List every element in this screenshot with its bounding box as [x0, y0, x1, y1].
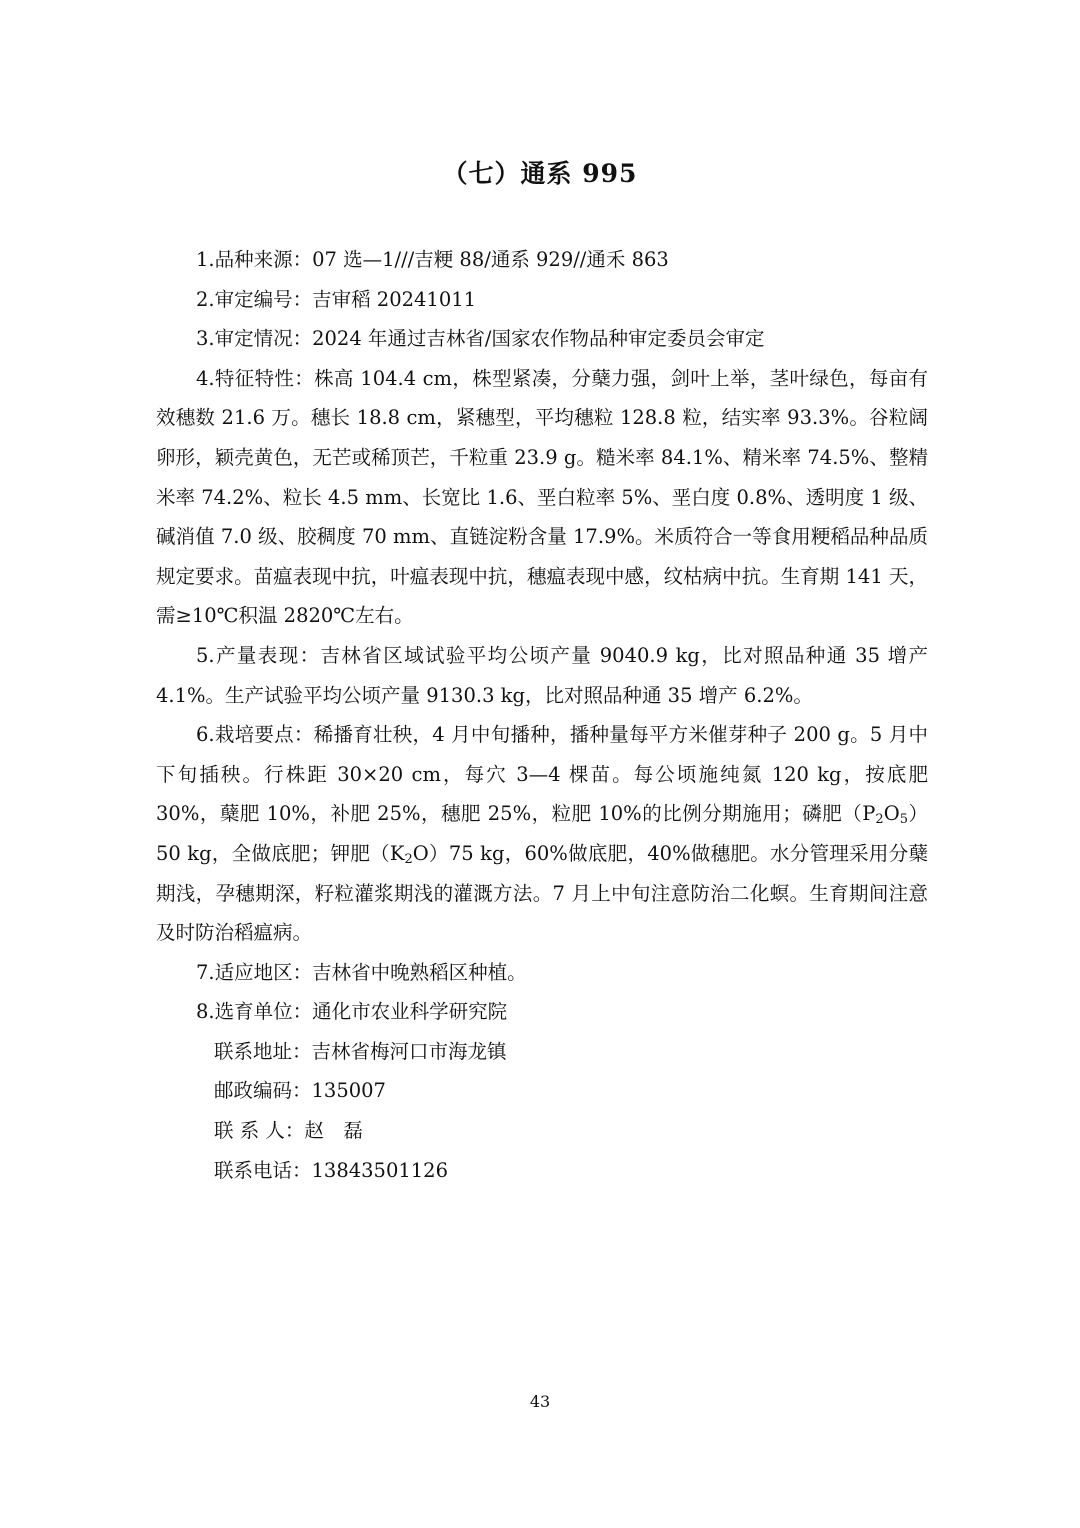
- contact-person: 联 系 人：赵 磊: [214, 1119, 363, 1143]
- cultivation-text-1: 6.栽培要点：稀播育壮秧，4 月中旬播种，播种量每平方米催芽种子 200 g。5 月中下旬插秧。行株距 30×20 cm，每穴 3—4 棵苗。每公顷施纯氮 120 kg，按底肥 30%，蘖肥 10%，补肥 25%，穗肥 25%，粒肥 10%的比例分期施用；磷肥（P: [156, 723, 928, 826]
- page-title: （七）通系 995: [442, 159, 638, 188]
- item-characteristics: 4.特征特性：株高 104.4 cm，株型紧凑，分蘖力强，剑叶上举，茎叶绿色，每亩有效穗数 21.6 万。穗长 18.8 cm，紧穗型，平均穗粒 128.8 粒，结实率 93.3%。谷粒阔卵形，颖壳黄色，无芒或稀顶芒，千粒重 23.9 g。糙米率 84.1%、精米率 74.5%、整精米率 74.2%、粒长 4.5 mm、长宽比 1.6、垩白粒率 5%、垩白度 0.8%、透明度 1 级、碱消值 7.0 级、胶稠度 70 mm、直链淀粉含量 17.9%。米质符合一等食用粳稻品种品质规定要求。苗瘟表现中抗，叶瘟表现中抗，穗瘟表现中感，纹枯病中抗。生育期 141 天，需≥10℃积温 2820℃左右。: [156, 366, 928, 628]
- contact-address: 联系地址：吉林省梅河口市海龙镇: [214, 1039, 507, 1063]
- page-number: 43: [529, 1392, 551, 1411]
- item-source: 1.品种来源：07 选—1///吉粳 88/通系 929//通禾 863: [196, 248, 669, 271]
- item-approval-status: 3.审定情况：2024 年通过吉林省/国家农作物品种审定委员会审定: [196, 327, 765, 351]
- cultivation-text-2: O: [883, 802, 900, 826]
- cultivation-subscript-1: 2: [875, 812, 884, 828]
- contact-phone: 联系电话：13843501126: [214, 1158, 448, 1182]
- cultivation-subscript-3: 2: [404, 851, 413, 867]
- item-yield: 5.产量表现：吉林省区域试验平均公顷产量 9040.9 kg，比对照品种通 35 增产 4.1%。生产试验平均公顷产量 9130.3 kg，比对照品种通 35 增产 6.2%。: [156, 643, 928, 707]
- item-approval-number: 2.审定编号：吉审稻 20241011: [196, 287, 477, 311]
- item-cultivation: [156, 715, 928, 953]
- item-breeder: 8.选育单位：通化市农业科学研究院: [196, 1000, 508, 1024]
- cultivation-text-3: ）50 kg，全做底肥；钾肥（K: [156, 802, 928, 865]
- item-region: 7.适应地区：吉林省中晚熟稻区种植。: [196, 960, 527, 984]
- cultivation-subscript-2: 5: [899, 812, 908, 828]
- contact-postcode: 邮政编码：135007: [214, 1079, 386, 1103]
- document-body: [156, 240, 928, 1190]
- cultivation-text-4: O）75 kg，60%做底肥，40%做穗肥。水分管理采用分蘖期浅，孕穗期深，籽粒灌浆期浅的灌溉方法。7 月上中旬注意防治二化螟。生育期间注意及时防治稻瘟病。: [156, 841, 928, 945]
